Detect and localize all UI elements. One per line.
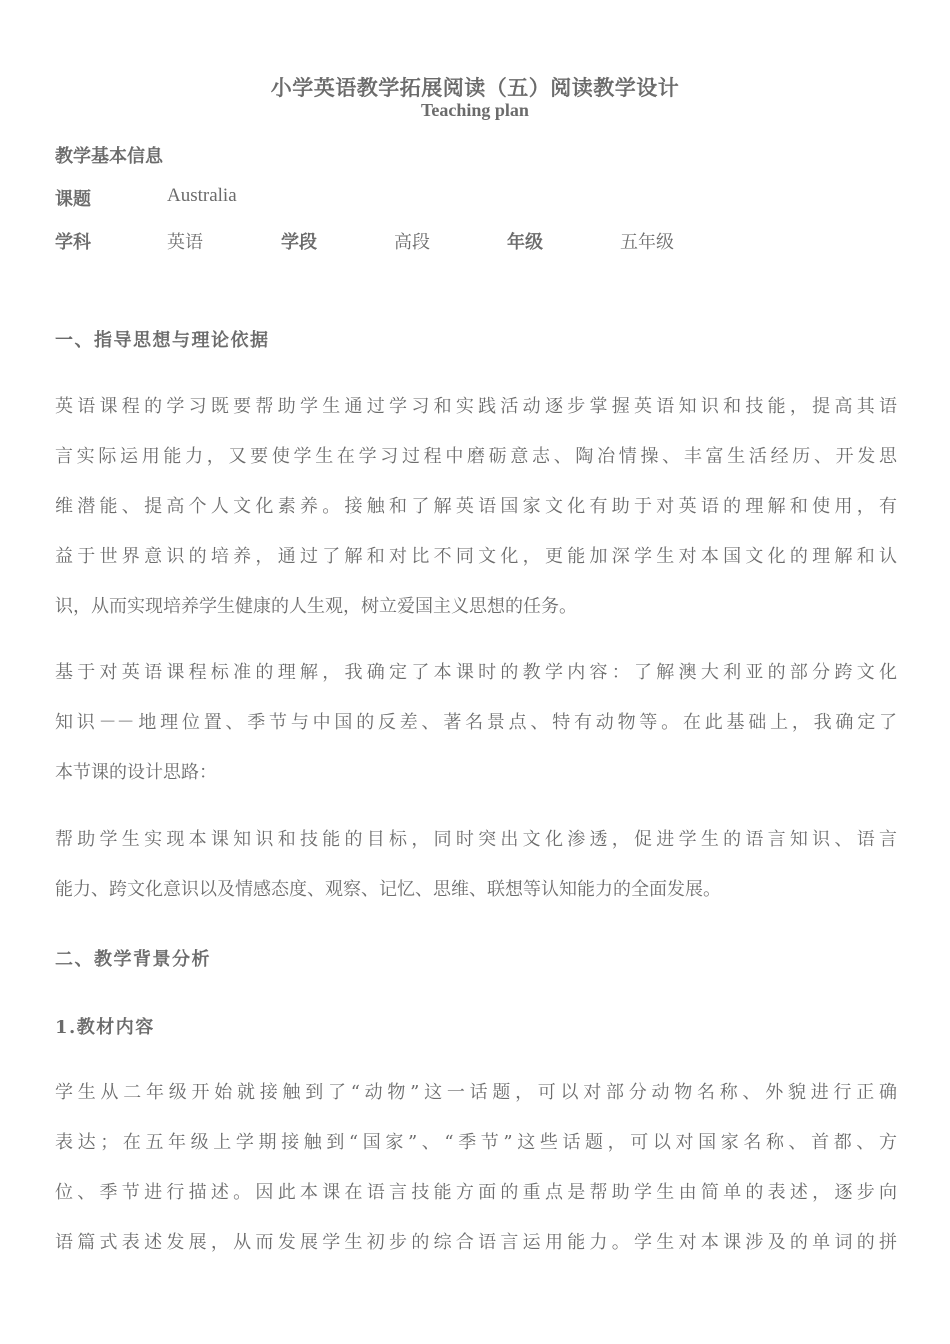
topic-label: 课题 [55, 189, 91, 210]
section1-heading: 一、指导思想与理论依据 [55, 330, 270, 351]
text-line: 位、季节进行描述。因此本课在语言技能方面的重点是帮助学生由简单的表述，逐步向 [55, 1182, 897, 1203]
text-line: 知识－－地理位置、季节与中国的反差、著名景点、特有动物等。在此基础上，我确定了 [55, 712, 897, 733]
grade-label: 年级 [507, 232, 543, 253]
section1-paragraph-3 [55, 827, 897, 927]
text-line: 学生从二年级开始就接触到了“动物”这一话题，可以对部分动物名称、外貌进行正确 [55, 1082, 897, 1103]
section1-paragraph-2 [55, 660, 897, 810]
section2-subheading: 1.教材内容 [55, 1017, 155, 1038]
section1-paragraph-1 [55, 394, 897, 644]
subject-label: 学科 [55, 232, 91, 253]
subject-value: 英语 [167, 232, 203, 253]
text-line: 识，从而实现培养学生健康的人生观，树立爱国主义思想的任务。 [55, 596, 577, 617]
stage-label: 学段 [281, 232, 317, 253]
text-line: 语篇式表述发展，从而发展学生初步的综合语言运用能力。学生对本课涉及的单词的拼 [55, 1232, 897, 1253]
text-line: 言实际运用能力，又要使学生在学习过程中磨砺意志、陶冶情操、丰富生活经历、开发思 [55, 446, 897, 467]
text-line: 帮助学生实现本课知识和技能的目标，同时突出文化渗透，促进学生的语言知识、语言 [55, 829, 897, 850]
document-title: 小学英语教学拓展阅读（五）阅读教学设计 [270, 75, 680, 100]
topic-value: Australia [167, 185, 237, 206]
text-line: 英语课程的学习既要帮助学生通过学习和实践活动逐步掌握英语知识和技能，提高其语 [55, 396, 897, 417]
text-line: 基于对英语课程标准的理解，我确定了本课时的教学内容：了解澳大利亚的部分跨文化 [55, 662, 897, 683]
topic-row [55, 185, 855, 211]
text-line: 能力、跨文化意识以及情感态度、观察、记忆、思维、联想等认知能力的全面发展。 [55, 879, 721, 900]
grade-value: 五年级 [620, 232, 674, 253]
subject-stage-grade-row [55, 228, 855, 254]
stage-value: 高段 [394, 232, 430, 253]
text-line: 本节课的设计思路： [55, 762, 217, 783]
text-line: 维潜能、提高个人文化素养。接触和了解英语国家文化有助于对英语的理解和使用，有 [55, 496, 897, 517]
text-line: 表达；在五年级上学期接触到“国家”、“季节”这些话题，可以对国家名称、首都、方 [55, 1132, 897, 1153]
document-subtitle: Teaching plan [421, 100, 529, 120]
section2-paragraph-1 [55, 1080, 897, 1280]
basic-info-heading: 教学基本信息 [55, 146, 163, 167]
text-line: 益于世界意识的培养，通过了解和对比不同文化，更能加深学生对本国文化的理解和认 [55, 546, 897, 567]
section2-heading: 二、教学背景分析 [55, 949, 211, 970]
